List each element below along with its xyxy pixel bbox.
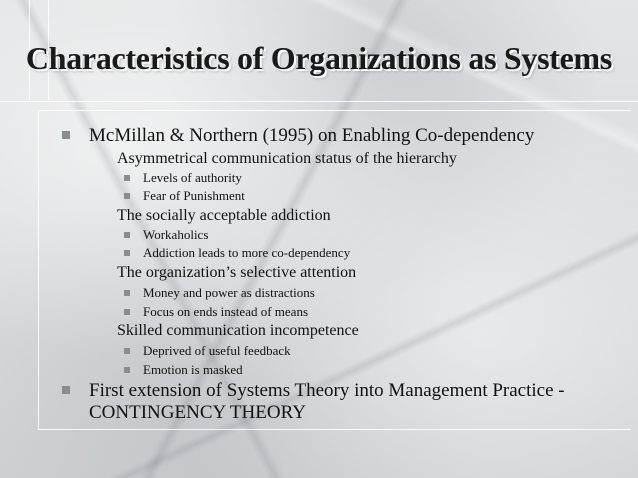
list-item (124, 304, 308, 319)
list-item (124, 285, 315, 300)
sub-bullet-text: The socially acceptable addiction (117, 207, 331, 224)
square-bullet-icon (124, 290, 130, 296)
list-item (124, 343, 291, 358)
square-bullet-icon (124, 309, 130, 315)
list-item (124, 245, 350, 260)
square-bullet-icon (124, 348, 130, 354)
sub-sub-bullet-text: Money and power as distractions (143, 285, 315, 300)
sub-bullet-text: Asymmetrical communication status of the hierarchy (117, 150, 457, 167)
list-item (117, 264, 356, 282)
list-item (62, 381, 565, 401)
sub-sub-bullet-text: Deprived of useful feedback (143, 343, 291, 358)
square-bullet-icon (124, 367, 130, 373)
sub-sub-bullet-text: Addiction leads to more co-dependency (143, 245, 351, 260)
sub-sub-bullet-text: Workaholics (143, 227, 209, 242)
sub-sub-bullet-text: Focus on ends instead of means (143, 304, 309, 319)
list-item (117, 322, 359, 340)
list-item (124, 227, 208, 242)
square-bullet-icon (62, 386, 70, 394)
sub-sub-bullet-text: Levels of authority (143, 170, 242, 185)
bullet-text: McMillan & Northern (1995) on Enabling Co-dependency (89, 125, 535, 146)
list-item (124, 170, 242, 185)
square-bullet-icon (124, 250, 130, 256)
square-bullet-icon (124, 193, 130, 199)
list-item (117, 150, 457, 168)
sub-sub-bullet-text: Emotion is masked (143, 362, 243, 377)
bullet-continuation-text: CONTINGENCY THEORY (89, 402, 306, 423)
square-bullet-icon (62, 131, 70, 139)
list-item (124, 188, 245, 203)
square-bullet-icon (124, 175, 130, 181)
bullet-text: First extension of Systems Theory into Management Practice - (89, 380, 565, 401)
sub-bullet-text: Skilled communication incompetence (117, 322, 359, 339)
square-bullet-icon (124, 232, 130, 238)
slide-title: Characteristics of Organizations as Systems (25, 40, 613, 76)
list-item (62, 126, 534, 146)
list-item (117, 207, 331, 225)
sub-sub-bullet-text: Fear of Punishment (143, 188, 245, 203)
list-item (124, 362, 243, 377)
sub-bullet-text: The organization’s selective attention (117, 264, 357, 281)
